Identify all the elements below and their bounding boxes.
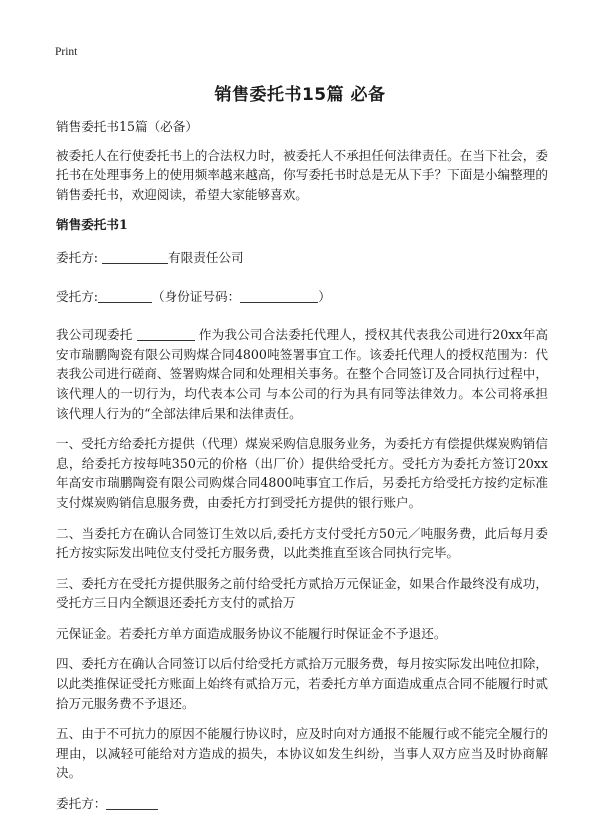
print-link[interactable]: Print xyxy=(55,46,78,58)
clause-5: 五、由于不可抗力的原因不能履行协议时，应及时向对方通报不能履行或不能完全履行的理由，以减轻可能给对方造成的损失，本协议如发生纠纷，当事人双方应当及时协商解决。 xyxy=(56,726,548,781)
document-title: 销售委托书15篇 必备 xyxy=(214,85,386,105)
clause-2: 二、当委托方在确认合同签订生效以后,委托方支付受托方50元／吨服务费，此后每月委托方按实际发出吨位支付受托方服务费，以此类推直至该合同执行完毕。 xyxy=(56,525,548,561)
principal-field xyxy=(56,248,548,268)
signature-blank xyxy=(106,796,158,810)
signature-field xyxy=(56,794,548,814)
principal-label: 委托方: xyxy=(56,249,99,265)
clause-1: 一、受托方给委托方提供（代理）煤炭采购信息服务业务，为委托方有偿提供煤炭购销信息，给委托方按每吨350元的价格（出厂价）提供给受托方。受托方为委托方签订20xx年高安市瑞鹏陶瓷有限公司购煤合同4800吨事宜工作后，另委托方给受托方按约定标准支付煤炭购销信息服务费，由委托方打到受托方提供的银行账户。 xyxy=(56,436,548,510)
agent-name-blank xyxy=(98,289,152,303)
document-body xyxy=(56,117,548,814)
agent-blank xyxy=(137,327,195,341)
clause-3-continued: 元保证金。若委托方单方面造成服务协议不能履行时保证金不予退还。 xyxy=(56,625,447,641)
authorization-prefix: 我公司现委托 xyxy=(56,327,133,343)
clause-4: 四、委托方在确认合同签订以后付给受托方贰拾万元服务费，每月按实际发出吨位扣除，以此类推保证受托方账面上始终有贰拾万元，若委托方单方面造成重点合同不能履行时贰拾万元服务费不予退还。 xyxy=(56,656,548,711)
principal-name-blank xyxy=(102,250,168,264)
signature-label: 委托方： xyxy=(56,796,107,812)
clause-3: 三、委托方在受托方提供服务之前付给受托方贰拾万元保证金，如果合作最终没有成功，受托方三日内全额退还委托方支付的贰拾万 xyxy=(56,575,548,611)
authorization-paragraph xyxy=(56,325,548,423)
agent-field xyxy=(56,287,548,307)
agent-id-blank xyxy=(240,289,318,303)
agent-id-close: ） xyxy=(318,288,331,304)
document-subtitle: 销售委托书15篇（必备） xyxy=(56,119,198,134)
agent-id-label: （身份证号码： xyxy=(152,288,241,304)
principal-suffix: 有限责任公司 xyxy=(168,249,244,265)
section-heading: 销售委托书1 xyxy=(56,217,128,233)
agent-label: 受托方: xyxy=(56,288,99,304)
authorization-text: 作为我公司合法委托代理人，授权其代表我公司进行20xx年高安市瑞鹏陶瓷有限公司购煤合同4800吨签署事宜工作。该委托代理人的授权范围为：代表我公司进行磋商、签署购煤合同和处理相关事务。在整个合同签订及合同执行过程中，该代理人的一切行为，均代表本公司 与本公司的行为具有同等法律效力。本公司将承担该代理人行为的“全部法律后果和法律责任。 xyxy=(56,327,548,421)
intro-paragraph: 被委托人在行使委托书上的合法权力时，被委托人不承担任何法律责任。在当下社会，委托书在处理事务上的使用频率越来越高，你写委托书时总是无从下手？下面是小编整理的销售委托书，欢迎阅读，希望大家能够喜欢。 xyxy=(56,147,548,202)
